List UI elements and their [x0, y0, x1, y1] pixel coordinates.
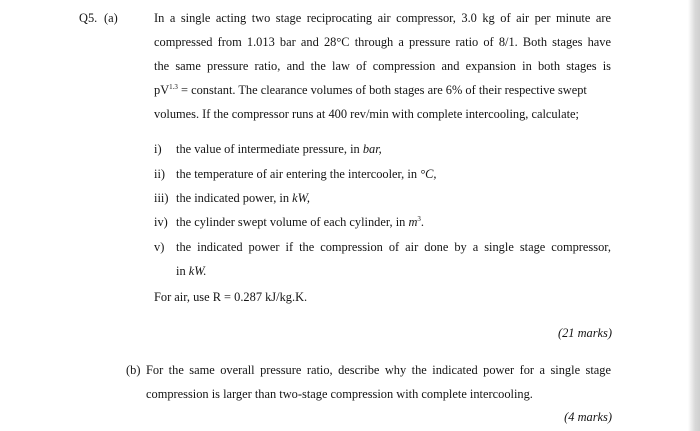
intro-line-5: volumes. If the compressor runs at 400 rev/min with complete intercooling, calculate; [154, 107, 579, 121]
item-text-continued: in [176, 264, 189, 278]
list-item-iii [154, 191, 310, 206]
item-unit: bar, [362, 142, 382, 156]
part-a-marks: (21 marks) [557, 326, 612, 340]
item-text: the value of intermediate pressure, in [176, 142, 363, 156]
law-base: pV [154, 83, 170, 97]
item-number: ii) [154, 167, 166, 181]
part-b-label: (b) [126, 363, 141, 377]
item-number: i) [154, 142, 162, 156]
part-b-line-2: compression is larger than two-stage compression with complete intercooling. [146, 387, 533, 401]
air-constant-note: For air, use R = 0.287 kJ/kg.K. [154, 290, 308, 304]
part-b-line-1: For the same overall pressure ratio, describe why the indicated power for a single stage [146, 363, 611, 377]
item-unit-after: . [420, 215, 425, 229]
intro-line-2: compressed from 1.013 bar and 28°C through a pressure ratio of 8/1. Both stages have [154, 35, 611, 49]
item-number: iii) [154, 191, 169, 205]
list-item-i [154, 142, 382, 157]
page-edge-shadow [688, 0, 700, 431]
item-unit-superscript: 3 [417, 215, 421, 223]
item-text: the indicated power, in [176, 191, 293, 205]
list-item-ii [154, 167, 436, 182]
part-a-label: (a) [104, 11, 118, 25]
intro-line-3: the same pressure ratio, and the law of compression and expansion in both stages is [154, 59, 611, 73]
item-unit: kW. [188, 264, 207, 278]
item-number: v) [154, 240, 165, 254]
item-text: the indicated power if the compression of air done by a single stage compressor, [176, 240, 611, 254]
list-item-iv [154, 215, 424, 230]
item-unit: m [408, 215, 418, 229]
law-exponent: 1.3 [169, 83, 178, 91]
intro-line-4 [154, 83, 587, 98]
item-unit: °C, [420, 167, 437, 181]
law-rest: = constant. The clearance volumes of both stages are 6% of their respective swept [177, 83, 587, 97]
intro-line-1: In a single acting two stage reciprocating air compressor, 3.0 kg of air per minute are [154, 11, 611, 25]
item-number: iv) [154, 215, 168, 229]
list-item-v [154, 240, 611, 255]
item-unit: kW, [292, 191, 310, 205]
part-b-marks: (4 marks) [564, 410, 612, 424]
list-item-v-continuation [176, 264, 207, 279]
item-text: the cylinder swept volume of each cylinder, in [176, 215, 409, 229]
question-number: Q5. [79, 11, 98, 25]
item-text: the temperature of air entering the intercooler, in [176, 167, 421, 181]
